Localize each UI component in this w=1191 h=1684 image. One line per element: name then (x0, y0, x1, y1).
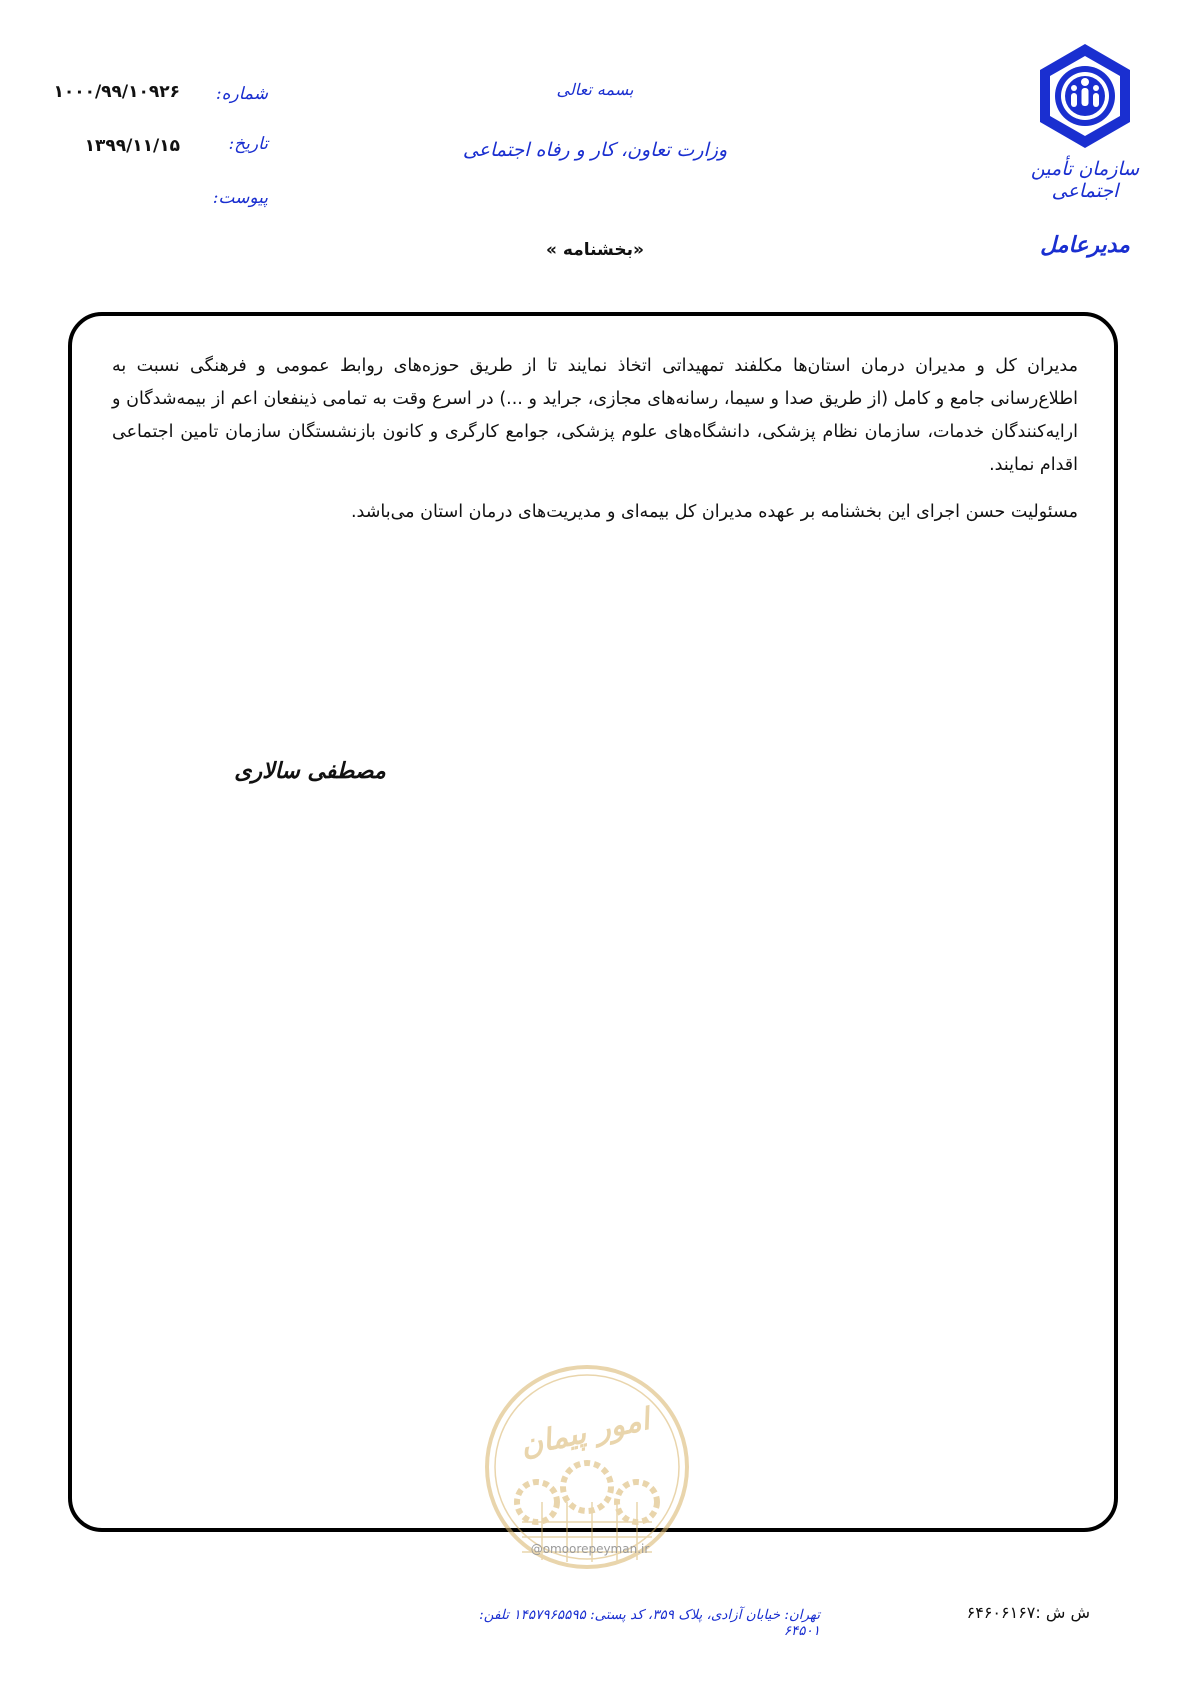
footer-address: تهران: خیابان آزادی، پلاک ۳۵۹، کد پستی: ۱۴۵۷۹۶۵۵۹۵ تلفن: ۶۴۵۰۱ (479, 1607, 820, 1639)
number-value: ۱۰۰۰/۹۹/۱۰۹۲۶ (53, 82, 180, 102)
organization-logo-block (1010, 40, 1160, 258)
department-name: مدیرعامل (1040, 232, 1130, 258)
body-paragraph-2: مسئولیت حسن اجرای این بخشنامه بر عهده مدیران کل بیمه‌ای و مدیریت‌های درمان استان می‌باشد. (350, 502, 1078, 522)
watermark-url: @omoorepeyman.ir (530, 1542, 650, 1556)
footer-code: ش ش :۶۴۶۰۶۱۶۷ (966, 1603, 1090, 1622)
date-value: ۱۳۹۹/۱۱/۱۵ (84, 136, 180, 156)
invocation-text: بسمه تعالی (556, 80, 634, 99)
social-security-logo-icon (1029, 40, 1141, 152)
date-label: تاریخ: (228, 134, 268, 154)
document-heading (430, 80, 760, 161)
ministry-name: وزارت تعاون، کار و رفاه اجتماعی (462, 139, 728, 161)
watermark-logo-text: امور پیمان (517, 1401, 653, 1464)
document-type-title: «بخشنامه » (546, 240, 644, 260)
organization-name: سازمان تأمین اجتماعی (1030, 158, 1140, 202)
number-label: شماره: (215, 84, 268, 104)
body-paragraph-1: مدیران کل و مدیران درمان استان‌ها مکلفند تمهیداتی اتخاذ نمایند تا از طریق حوزه‌های روابط عمومی و فرهنگی نسبت به اطلاع‌رسانی جامع و کامل (از طریق صدا و سیما، رسانه‌های مجازی، جراید و ...) در اسرع وقت به تمامی ذینفعان اعم از بیمه‌شدگان و ارایه‌کنندگان خدمات، سازمان نظام پزشکی، دانشگاه‌های علوم پزشکی، جوامع کارگری و کانون بازنشستگان سازمان تامین اجتماعی اقدام نمایند. (112, 356, 1078, 475)
watermark-logo-icon (482, 1362, 692, 1572)
attachment-label: پیوست: (212, 188, 268, 208)
letter-body (112, 350, 1078, 543)
signature: مصطفی سالاری (234, 758, 386, 784)
